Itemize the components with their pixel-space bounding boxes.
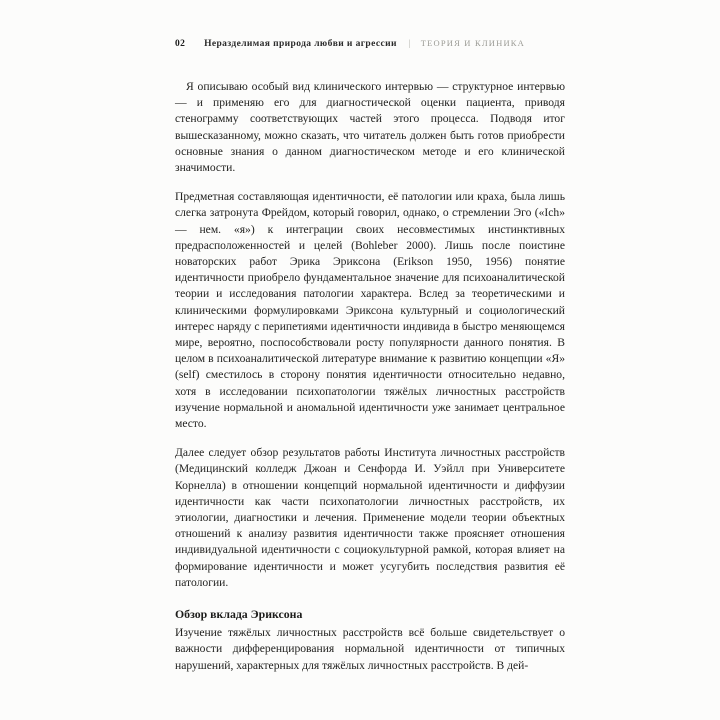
section-subheading: Обзор вклада Эриксона [175,607,303,622]
running-header [175,38,600,49]
paragraph-intro: Я описываю особый вид клинического интервью — структурное интервью — и применяю его для диагностической оценки пациента, приводя стенограмму соответствующих частей этого процесса. Подводя итог вышесказанному, можно сказать, что читатель должен быть готов приобрести основные знания о данном диагностическом методе и его клинической значимости. [175,80,565,175]
book-title: Неразделимая природа любви и агрессии [204,39,397,49]
header-section-label: ТЕОРИЯ И КЛИНИКА [420,38,526,48]
chapter-number: 02 [175,39,186,49]
paragraph-institute-overview: Далее следует обзор результатов работы Института личностных расстройств (Медицинский колледж Джоан и Сенфорда И. Уэйлл при Университете Корнелла) в отношении концепций нормальной идентичности и диффузии идентичности как части психопатологии личностных расстройств, их этиологии, диагностики и лечения. Применение модели теории объектных отношений к анализу развития идентичности также проясняет отношения индивидуальной идентичности с социокультурной рамкой, которая влияет на формирование идентичности и может усугубить последствия развития её патологии. [175,446,565,589]
paragraph-erikson-contribution: Изучение тяжёлых личностных расстройств всё больше свидетельствует о важности дифференцирования нормальной идентичности от типичных нарушений, характерных для тяжёлых личностных расстройств. В дей- [175,626,565,672]
text-column [175,79,565,674]
paragraph-identity-history: Предметная составляющая идентичности, её патологии или краха, была лишь слегка затронута Фрейдом, который говорил, однако, о стремлении Эго («Ich» — нем. «я») к интеграции своих несовместимых инстинктивных предрасположенностей и целей (Bohleber 2000). Лишь после поистине новаторских работ Эрика Эриксона (Erikson 1950, 1956) понятие идентичности приобрело фундаментальное значение для психоаналитической теории и исследования патологии характера. Вслед за теоретическими и клиническими формулировками Эриксона культурный и социологический интерес наряду с перипетиями идентичности индивида в быстро меняющемся мире, вероятно, поспособствовали росту популярности данного понятия. В целом в психоаналитической литературе внимание к развитию концепции «Я» (self) сместилось в сторону понятия идентичности относительно недавно, хотя в исследовании психопатологии тяжёлых личностных расстройств изучение нормальной и аномальной идентичности уже занимает центральное место. [175,190,565,431]
header-separator: | [408,39,411,49]
